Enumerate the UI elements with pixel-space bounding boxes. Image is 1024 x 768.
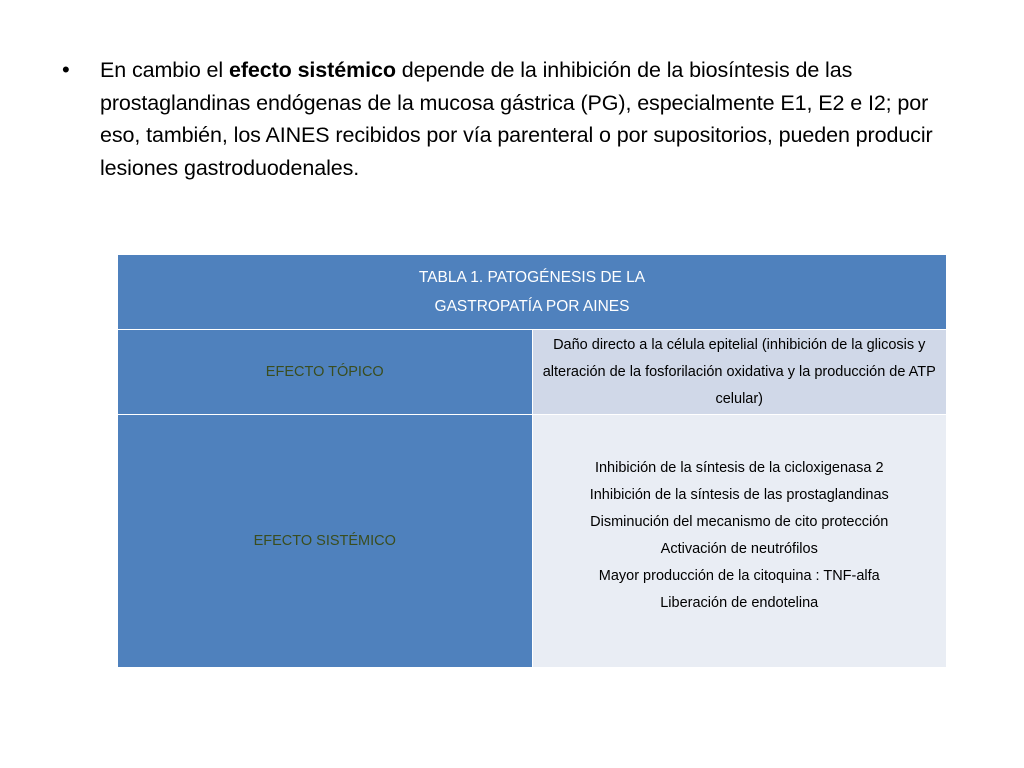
systemic-effect-item: Liberación de endotelina <box>660 595 819 611</box>
row-label-topical-effect: EFECTO TÓPICO <box>118 330 533 415</box>
systemic-effect-item: Inhibición de la síntesis de las prostaglandinas <box>589 487 889 503</box>
table-row-topical-effect <box>118 330 947 415</box>
table-title-line-1: TABLA 1. PATOGÉNESIS DE LA <box>418 269 646 286</box>
bullet-text-before: En cambio el <box>100 58 229 82</box>
systemic-effect-item: Mayor producción de la citoquina : TNF-alfa <box>598 568 880 584</box>
row-content-systemic-effect <box>532 415 947 668</box>
systemic-effect-item: Disminución del mecanismo de cito protección <box>590 514 889 530</box>
bullet-text-bold: efecto sistémico <box>228 58 396 82</box>
systemic-effect-item: Activación de neutrófilos <box>660 541 818 557</box>
bullet-marker: • <box>62 57 70 82</box>
table-header-row <box>118 255 947 330</box>
bullet-text <box>100 54 962 184</box>
systemic-effect-item: Inhibición de la síntesis de la cicloxigenasa 2 <box>594 460 884 476</box>
row-content-topical-effect: Daño directo a la célula epitelial (inhibición de la glicosis y alteración de la fosforilación oxidativa y la producción de ATP celular) <box>532 330 947 415</box>
table-title-line-2: GASTROPATÍA POR AINES <box>434 298 630 315</box>
pathogenesis-table <box>117 254 947 668</box>
bullet-paragraph <box>62 54 962 184</box>
row-label-systemic-effect: EFECTO SISTÉMICO <box>118 415 533 668</box>
table-row-systemic-effect <box>118 415 947 668</box>
table-title <box>118 255 947 330</box>
bullet-text-after: depende de la inhibición de la biosíntesis de las prostaglandinas endógenas de la mucosa gástrica (PG), especialmente E1, E2 e I2; por eso, también, los AINES recibidos por vía parenteral o por supositorios, pueden producir lesiones gastroduodenales. <box>100 58 933 180</box>
